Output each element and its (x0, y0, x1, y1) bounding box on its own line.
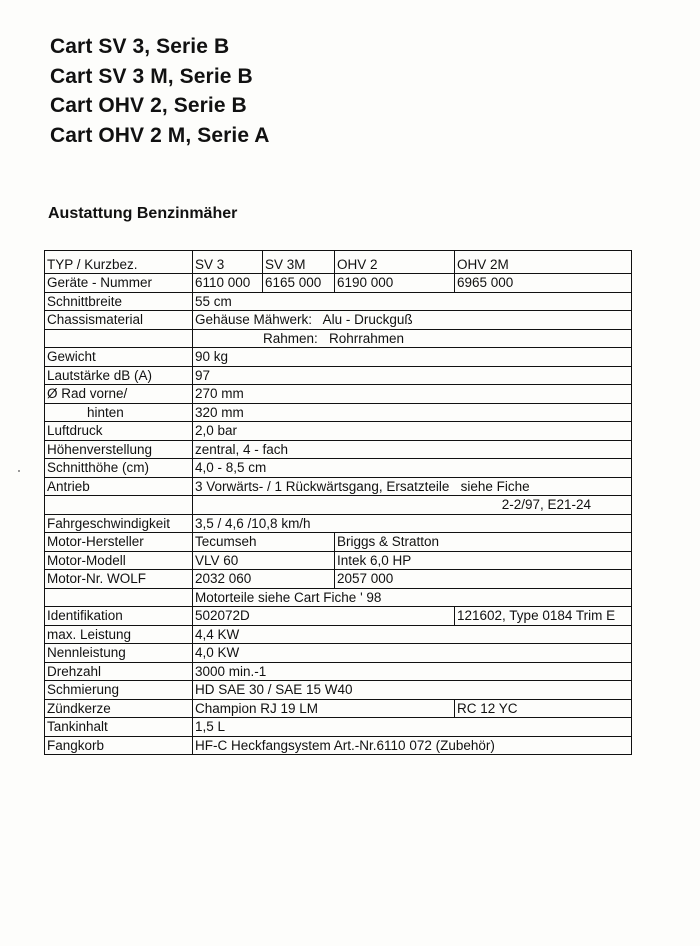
table-row (45, 588, 632, 607)
row-label: Motor-Hersteller (45, 533, 193, 552)
row-label: TYP / Kurzbez. (45, 251, 193, 274)
row-label: Fangkorb (45, 736, 193, 755)
table-row (45, 440, 632, 459)
table-row (45, 533, 632, 552)
spec-table (44, 250, 632, 755)
table-row (45, 644, 632, 663)
row-label: Geräte - Nummer (45, 274, 193, 293)
scan-speck (18, 470, 20, 472)
table-row (45, 274, 632, 293)
row-label (45, 588, 193, 607)
cell-ohv: 2057 000 (335, 570, 632, 589)
cell-ohv: Briggs & Stratton (335, 533, 632, 552)
cell-value: 90 kg (193, 348, 632, 367)
table-row (45, 459, 632, 478)
row-label: Ø Rad vorne/ (45, 385, 193, 404)
cell-ohv2m: 121602, Type 0184 Trim E (455, 607, 632, 626)
cell-value: 2-2/97, E21-24 (193, 496, 632, 515)
cell-value: 270 mm (193, 385, 632, 404)
row-label: Chassismaterial (45, 311, 193, 330)
cell-value: 2,0 bar (193, 422, 632, 441)
cell-sv3m: 6165 000 (263, 274, 335, 293)
cell-value: 3 Vorwärts- / 1 Rückwärtsgang, Ersatzteile siehe Fiche (193, 477, 632, 496)
table-row (45, 662, 632, 681)
cell-ohv2: 6190 000 (335, 274, 455, 293)
cell-sv: Tecumseh (193, 533, 335, 552)
cell-value: 1,5 L (193, 718, 632, 737)
table-row (45, 385, 632, 404)
cell-value: 4,0 - 8,5 cm (193, 459, 632, 478)
table-row (45, 348, 632, 367)
table-row (45, 607, 632, 626)
row-label: Motor-Nr. WOLF (45, 570, 193, 589)
cell-sv: 502072D (193, 607, 455, 626)
section-heading: Austattung Benzinmäher (48, 205, 238, 222)
cell-ohv: Intek 6,0 HP (335, 551, 632, 570)
cell-value: zentral, 4 - fach (193, 440, 632, 459)
cell-ohv2m: OHV 2M (455, 251, 632, 274)
cell-sv: 2032 060 (193, 570, 335, 589)
cell-sv: Champion RJ 19 LM (193, 699, 455, 718)
row-label: max. Leistung (45, 625, 193, 644)
cell-value: Rahmen: Rohrrahmen (193, 329, 632, 348)
table-row (45, 718, 632, 737)
title-line-2: Cart SV 3 M, Serie B (50, 64, 253, 88)
cell-sv3: 6110 000 (193, 274, 263, 293)
row-label: Antrieb (45, 477, 193, 496)
table-row (45, 329, 632, 348)
row-label: Schnittbreite (45, 292, 193, 311)
row-label: Drehzahl (45, 662, 193, 681)
table-row (45, 477, 632, 496)
row-label: Schnitthöhe (cm) (45, 459, 193, 478)
cell-value: 320 mm (193, 403, 632, 422)
table-row (45, 422, 632, 441)
table-row (45, 699, 632, 718)
table-row (45, 366, 632, 385)
table-row (45, 292, 632, 311)
row-label: Zündkerze (45, 699, 193, 718)
row-label: Luftdruck (45, 422, 193, 441)
table-row (45, 514, 632, 533)
title-line-4: Cart OHV 2 M, Serie A (50, 123, 270, 147)
cell-value: 3000 min.-1 (193, 662, 632, 681)
table-row (45, 736, 632, 755)
cell-ohv2m: RC 12 YC (455, 699, 632, 718)
cell-sv3: SV 3 (193, 251, 263, 274)
row-label: Motor-Modell (45, 551, 193, 570)
row-label: hinten (45, 403, 193, 422)
table-row (45, 496, 632, 515)
row-label (45, 496, 193, 515)
cell-value: 4,4 KW (193, 625, 632, 644)
cell-value: HD SAE 30 / SAE 15 W40 (193, 681, 632, 700)
row-label: Tankinhalt (45, 718, 193, 737)
table-row (45, 311, 632, 330)
cell-value: Motorteile siehe Cart Fiche ' 98 (193, 588, 632, 607)
cell-sv3m: SV 3M (263, 251, 335, 274)
table-row (45, 570, 632, 589)
table-row (45, 403, 632, 422)
cell-ohv2m: 6965 000 (455, 274, 632, 293)
cell-value: 4,0 KW (193, 644, 632, 663)
cell-ohv2: OHV 2 (335, 251, 455, 274)
cell-sv: VLV 60 (193, 551, 335, 570)
row-label: Fahrgeschwindigkeit (45, 514, 193, 533)
cell-value: 97 (193, 366, 632, 385)
row-label: Nennleistung (45, 644, 193, 663)
cell-value: Gehäuse Mähwerk: Alu - Druckguß (193, 311, 632, 330)
cell-value: 3,5 / 4,6 /10,8 km/h (193, 514, 632, 533)
row-label: Schmierung (45, 681, 193, 700)
title-line-1: Cart SV 3, Serie B (50, 35, 230, 58)
title-block (50, 32, 270, 150)
cell-value: 55 cm (193, 292, 632, 311)
title-line-3: Cart OHV 2, Serie B (50, 94, 247, 117)
table-row (45, 251, 632, 274)
table-row (45, 681, 632, 700)
row-label: Gewicht (45, 348, 193, 367)
cell-value: HF-C Heckfangsystem Art.-Nr.6110 072 (Zubehör) (193, 736, 632, 755)
row-label: Lautstärke dB (A) (45, 366, 193, 385)
table-row (45, 551, 632, 570)
row-label: Identifikation (45, 607, 193, 626)
table-row (45, 625, 632, 644)
row-label (45, 329, 193, 348)
row-label: Höhenverstellung (45, 440, 193, 459)
